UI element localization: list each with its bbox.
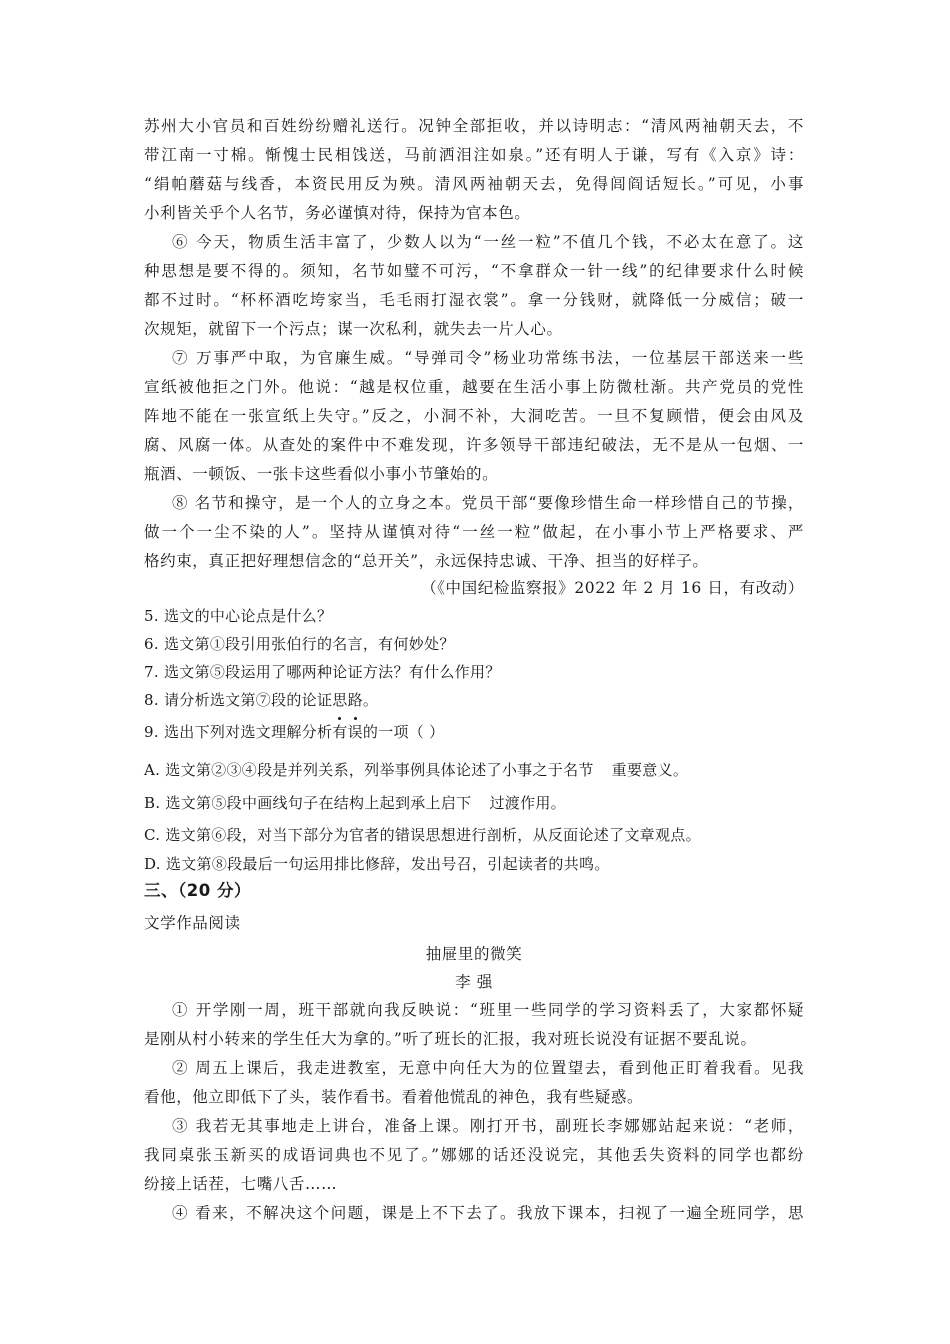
passage-line: 都不过时。“杯杯酒吃垮家当，毛毛雨打湿衣裳”。拿一分钱财，就降低一分威信；破一 <box>144 291 804 309</box>
story-line: ① 开学刚一周，班干部就向我反映说：“班里一些同学的学习资料丢了，大家都怀疑 <box>172 1001 804 1019</box>
question-6: 6. 选文第①段引用张伯行的名言，有何妙处？ <box>144 635 455 653</box>
passage-line: 小利皆关乎个人名节，务必谨慎对待，保持为官本色。 <box>144 204 531 222</box>
passage-line: 种思想是要不得的。须知，名节如璧不可污，“不拿群众一针一线”的纪律要求什么时候 <box>144 262 804 280</box>
option-b-text: B. 选文第⑤段中画线句子在结构上起到承上启下 <box>144 794 472 812</box>
passage-line: 瓶酒、一顿饭、一张卡这些看似小事小节肇始的。 <box>144 465 499 483</box>
question-9 <box>144 722 804 742</box>
question-5: 5. 选文的中心论点是什么？ <box>144 607 333 625</box>
passage-line: ⑦ 万事严中取，为官廉生威。“导弹司令”杨业功常练书法，一位基层干部送来一些 <box>172 349 804 367</box>
option-b <box>144 793 804 813</box>
story-title: 抽屉里的微笑 <box>425 945 523 963</box>
section-heading: 三、（20 分） <box>144 881 251 900</box>
story-line: ② 周五上课后，我走进教室，无意中向任大为的位置望去，看到他正盯着我看。见我 <box>172 1059 804 1077</box>
question-9-suffix: 的一项（ ） <box>362 723 445 741</box>
option-b-text-end: 过渡作用。 <box>489 794 566 812</box>
story-line: 看他，他立即低下了头，装作看书。看着他慌乱的神色，我有些疑惑。 <box>144 1088 644 1106</box>
story-line: ④ 看来，不解决这个问题，课是上不下去了。我放下课本，扫视了一遍全班同学，思 <box>172 1204 804 1222</box>
passage-line: 次规矩，就留下一个污点；谋一次私利，就失去一片人心。 <box>144 320 563 338</box>
passage-line: “绢帕蘑菇与线香，本资民用反为殃。清风两袖朝天去，免得闾阎话短长。”可见，小事 <box>144 175 804 193</box>
section-subheading: 文学作品阅读 <box>144 914 241 932</box>
passage-line: 格约束，真正把好理想信念的“总开关”，永远保持忠诚、干净、担当的好样子。 <box>144 552 709 570</box>
source-citation: （《中国纪检监察报》2022 年 2 月 16 日，有改动） <box>421 579 804 597</box>
passage-line: 带江南一寸棉。惭愧士民相饯送，马前洒泪注如泉。”还有明人于谦，写有《入京》诗： <box>144 146 804 164</box>
question-8: 8. 请分析选文第⑦段的论证思路。 <box>144 691 379 709</box>
option-d: D. 选文第⑧段最后一句运用排比修辞，发出号召，引起读者的共鸣。 <box>144 855 610 873</box>
passage-line: ⑥ 今天，物质生活丰富了，少数人以为“一丝一粒”不值几个钱，不必太在意了。这 <box>172 233 804 251</box>
emphasis-char: 有 <box>332 723 348 741</box>
passage-line: 做一个一尘不染的人”。坚持从谨慎对待“一丝一粒”做起，在小事小节上严格要求、严 <box>144 523 804 541</box>
passage-line: 苏州大小官员和百姓纷纷赠礼送行。况钟全部拒收，并以诗明志：“清风两袖朝天去，不 <box>144 117 804 135</box>
story-author: 李 强 <box>455 973 493 991</box>
option-c: C. 选文第⑥段，对当下部分为官者的错误思想进行剖析，从反面论述了文章观点。 <box>144 826 701 844</box>
emphasis-char: 误 <box>347 723 363 741</box>
passage-line: 腐、风腐一体。从查处的案件中不难发现，许多领导干部违纪破法，无不是从一包烟、一 <box>144 436 804 454</box>
option-a-text: A. 选文第②③④段是并列关系，列举事例具体论述了小事之于名节 <box>144 761 594 779</box>
passage-line: ⑧ 名节和操守，是一个人的立身之本。党员干部“要像珍惜生命一样珍惜自己的节操， <box>172 494 804 512</box>
story-line: ③ 我若无其事地走上讲台，准备上课。刚打开书，副班长李娜娜站起来说：“老师， <box>172 1117 804 1135</box>
question-7: 7. 选文第⑤段运用了哪两种论证方法？有什么作用？ <box>144 663 501 681</box>
passage-line: 宣纸被他拒之门外。他说：“越是权位重，越要在生活小事上防微杜渐。共产党员的党性 <box>144 378 804 396</box>
option-a <box>144 760 804 780</box>
question-9-prefix: 9. 选出下列对选文理解分析 <box>144 723 333 741</box>
option-a-text-end: 重要意义。 <box>611 761 689 779</box>
story-line: 纷接上话茬，七嘴八舌…… <box>144 1175 338 1193</box>
passage-line: 阵地不能在一张宣纸上失守。”反之，小洞不补，大洞吃苦。一旦不复顾惜，便会由风及 <box>144 407 804 425</box>
story-line: 是刚从村小转来的学生任大为拿的。”听了班长的汇报，我对班长说没有证据不要乱说。 <box>144 1030 757 1048</box>
story-line: 我同桌张玉新买的成语词典也不见了。”娜娜的话还没说完，其他丢失资料的同学也都纷 <box>144 1146 804 1164</box>
